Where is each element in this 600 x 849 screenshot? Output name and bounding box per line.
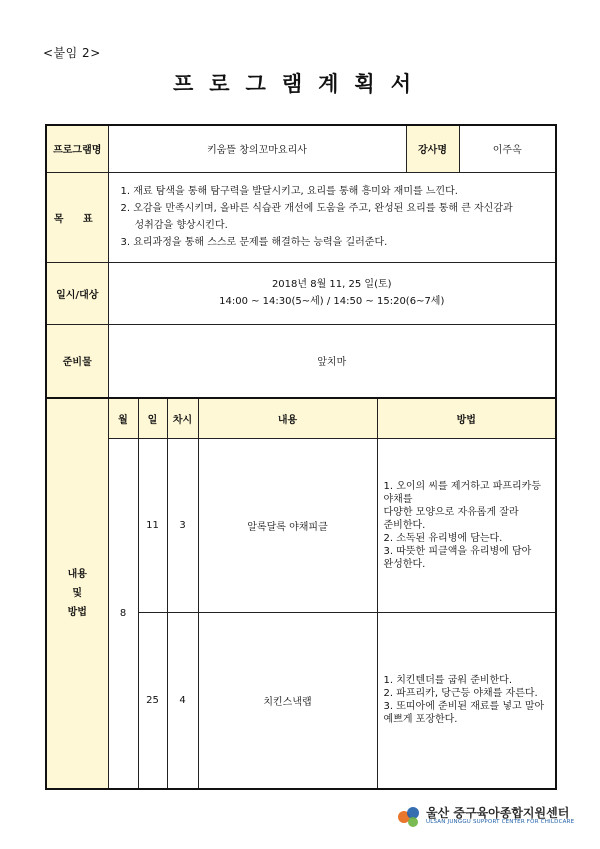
goals-cell <box>108 172 556 262</box>
goal-item-continuation: 성취감을 향상시킨다. <box>134 220 228 231</box>
method-line: 2. 소독된 유리병에 담는다. <box>383 532 503 544</box>
row-session: 3 <box>167 438 198 612</box>
schedule-times: 14:00 ~ 14:30(5~세) / 14:50 ~ 15:20(6~7세) <box>219 296 445 307</box>
org-subtitle: ULSAN JUNGGU SUPPORT CENTER FOR CHILDCARE <box>426 819 575 825</box>
row-method <box>377 612 556 789</box>
col-header-session: 차시 <box>167 398 198 438</box>
section-label-line: 방법 <box>67 607 87 618</box>
col-header-content: 내용 <box>198 398 377 438</box>
instructor-label: 강사명 <box>406 125 459 172</box>
supplies-label: 준비물 <box>46 324 108 398</box>
goal-item: 1. 재료 탐색을 통해 탐구력을 발달시키고, 요리를 통해 흥미와 재미를 느낀다. <box>120 186 458 197</box>
instructor-name: 이주옥 <box>459 125 556 172</box>
row-session: 4 <box>167 612 198 789</box>
row-day: 25 <box>138 612 167 789</box>
method-line: 준비한다. <box>383 519 426 531</box>
method-line: 3. 따뜻한 피클액을 유리병에 담아 <box>383 545 532 557</box>
method-line: 1. 치킨텐더를 굽워 준비한다. <box>383 675 513 687</box>
content-section-label <box>46 398 108 789</box>
program-name-value: 키움뜰 창의꼬마요리사 <box>108 125 406 172</box>
program-info-table <box>45 124 557 399</box>
method-line: 예쁘게 포장한다. <box>383 714 458 726</box>
col-header-month: 월 <box>108 398 138 438</box>
supplies-value: 앞치마 <box>108 324 556 398</box>
schedule-label: 일시/대상 <box>46 262 108 324</box>
goal-label: 목 표 <box>46 172 108 262</box>
section-label-line: 및 <box>72 588 83 599</box>
goal-item: 3. 요리과정을 통해 스스로 문제를 해결하는 능력을 길러준다. <box>120 237 388 248</box>
org-name: 울산 중구육아종합지원센터 <box>426 806 570 820</box>
col-header-day: 일 <box>138 398 167 438</box>
section-label-line: 내용 <box>67 569 87 580</box>
row-content: 알록달록 야채피클 <box>198 438 377 612</box>
schedule-cell <box>108 262 556 324</box>
org-logo-icon <box>396 803 422 829</box>
org-logo <box>396 803 576 829</box>
attachment-label: <붙임 2> <box>43 46 101 60</box>
program-name-label: 프로그램명 <box>46 125 108 172</box>
row-content: 치킨스낵랩 <box>198 612 377 789</box>
month-value: 8 <box>108 438 138 789</box>
content-method-table <box>45 397 557 790</box>
col-header-method: 방법 <box>377 398 556 438</box>
page-title: 프로그램계획서 <box>172 72 427 96</box>
method-line: 완성한다. <box>383 558 426 570</box>
method-line: 3. 또띠아에 준비된 재료를 넣고 말아 <box>383 701 545 713</box>
method-line: 2. 파프리카, 당근등 야채를 자른다. <box>383 688 538 700</box>
goal-item: 2. 오감을 만족시키며, 올바른 식습관 개선에 도움을 주고, 완성된 요리를 통해 큰 자신감과 <box>120 203 513 214</box>
method-line: 야채를 <box>383 493 413 505</box>
row-method <box>377 438 556 612</box>
row-day: 11 <box>138 438 167 612</box>
schedule-date: 2018년 8월 11, 25 일(토) <box>271 279 392 290</box>
method-line: 다양한 모양으로 자유롭게 잘라 <box>383 506 519 518</box>
method-line: 1. 오이의 씨를 제거하고 파프리카등 <box>383 480 541 492</box>
